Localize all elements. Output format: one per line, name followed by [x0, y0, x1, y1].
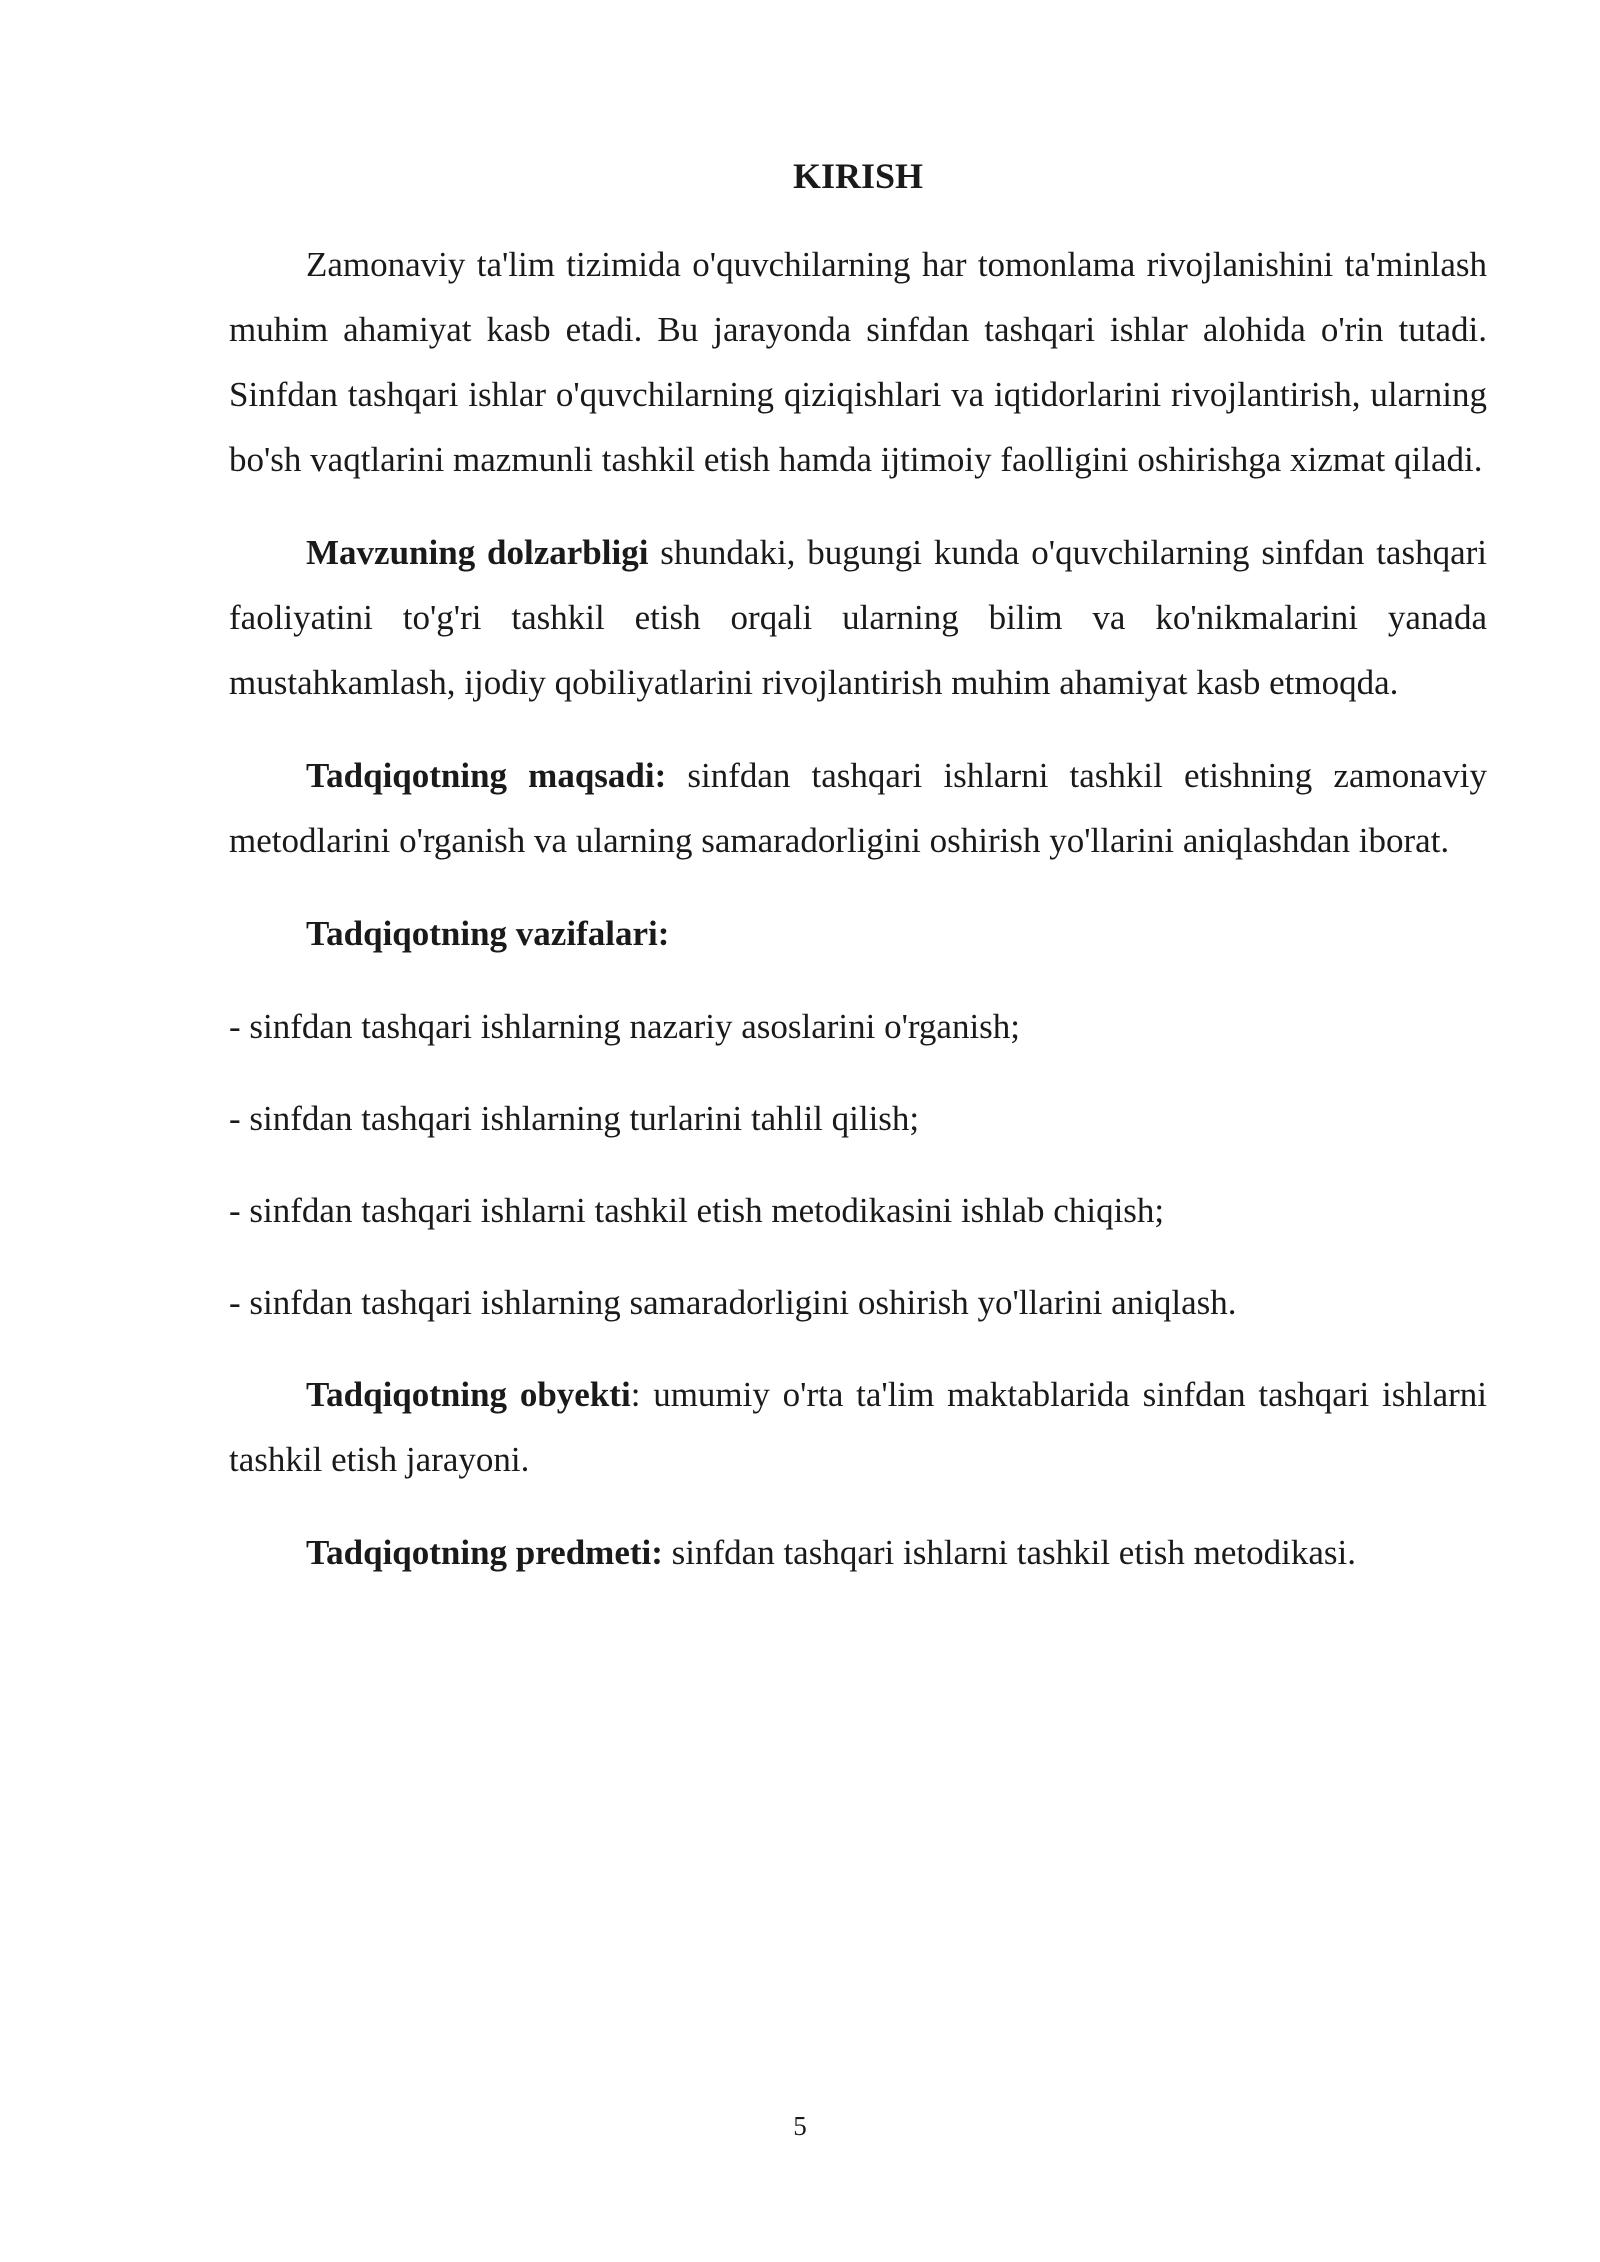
- list-item: - sinfdan tashqari ishlarning turlarini tahlil qilish;: [229, 1099, 920, 1138]
- list-item: - sinfdan tashqari ishlarni tashkil etish metodikasini ishlab chiqish;: [229, 1191, 1165, 1230]
- object-paragraph: [229, 1362, 1487, 1492]
- list-item: - sinfdan tashqari ishlarning nazariy asoslarini o'rganish;: [229, 1007, 1021, 1046]
- subject-label: Tadqiqotning predmeti:: [306, 1533, 663, 1572]
- goal-paragraph: [229, 743, 1487, 873]
- subject-paragraph: [229, 1520, 1487, 1585]
- tasks-heading: Tadqiqotning vazifalari:: [306, 914, 670, 953]
- goal-text: sinfdan tashqari ishlarni tashkil etishning zamonaviy metodlarini o'rganish va ularning samaradorligini oshirish yo'llarini aniqlashdan iborat.: [229, 756, 1487, 860]
- object-label: Tadqiqotning obyekti: [306, 1375, 631, 1414]
- intro-paragraph: Zamonaviy ta'lim tizimida o'quvchilarning har tomonlama rivojlanishini ta'minlash muhim ahamiyat kasb etadi. Bu jarayonda sinfdan tashqari ishlar alohida o'rin tutadi. Sinfdan tashqari ishlar o'quvchilarning qiziqishlari va iqtidorlarini rivojlantirish, ularning bo'sh vaqtlarini mazmunli tashkil etish hamda ijtimoiy faolligini oshirishga xizmat qiladi.: [229, 245, 1487, 479]
- object-text: : umumiy o'rta ta'lim maktablarida sinfdan tashqari ishlarni tashkil etish jarayoni.: [229, 1375, 1487, 1479]
- list-item: - sinfdan tashqari ishlarning samaradorligini oshirish yo'llarini aniqlash.: [229, 1283, 1237, 1322]
- page-title: KIRISH: [792, 156, 924, 196]
- page-content: [229, 148, 1487, 1613]
- subject-text: sinfdan tashqari ishlarni tashkil etish metodikasi.: [662, 1533, 1356, 1572]
- relevance-label: Mavzuning dolzarbligi: [306, 533, 649, 572]
- goal-label: Tadqiqotning maqsadi:: [306, 756, 667, 795]
- relevance-text: shundaki, bugungi kunda o'quvchilarning sinfdan tashqari faoliyatini to'g'ri tashkil etish orqali ularning bilim va ko'nikmalarini yanada mustahkamlash, ijodiy qobiliyatlarini rivojlantirish muhim ahamiyat kasb etmoqda.: [229, 533, 1488, 702]
- relevance-paragraph: [229, 520, 1487, 715]
- page-number: 5: [793, 2111, 807, 2141]
